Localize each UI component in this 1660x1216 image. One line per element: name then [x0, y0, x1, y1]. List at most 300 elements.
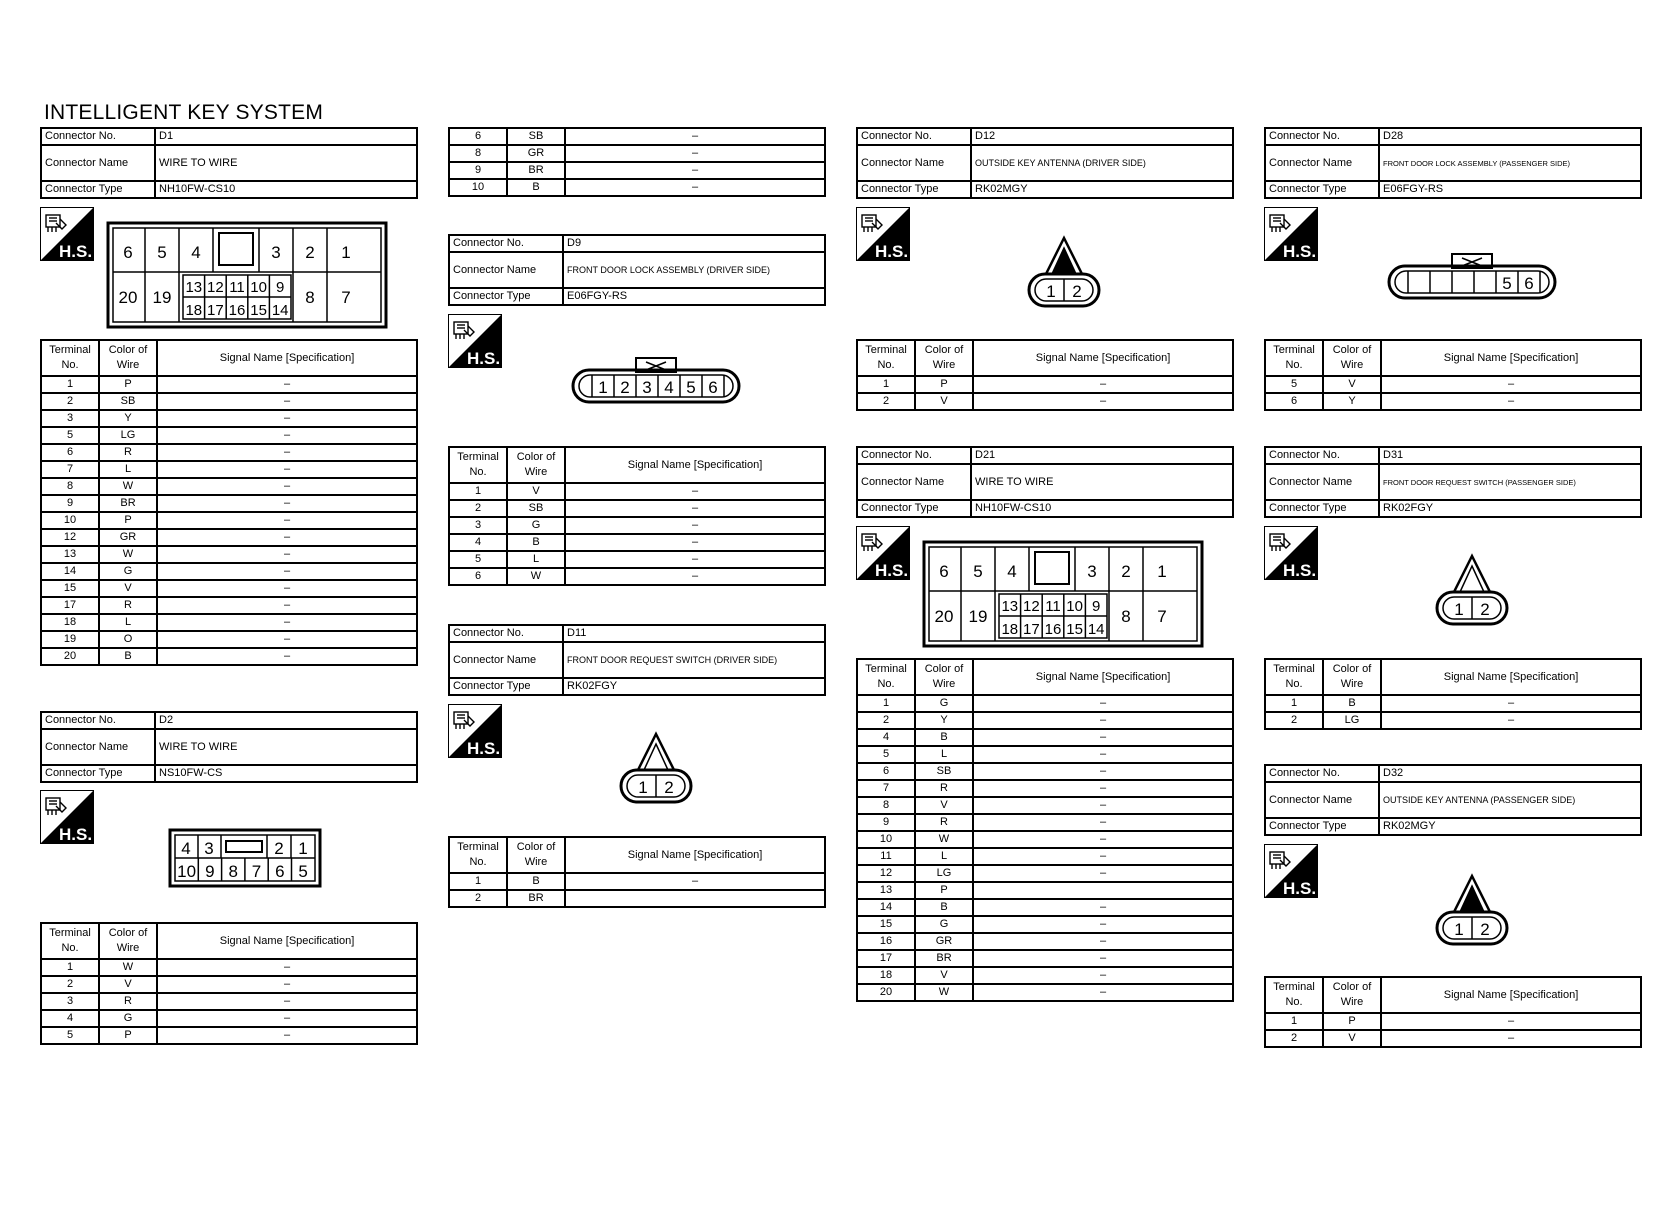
signal-name-cell: – — [973, 933, 1233, 950]
signal-name-cell: – — [973, 814, 1233, 831]
signal-name-header: Signal Name [Specification] — [1381, 340, 1641, 376]
hs-label: H.S. — [59, 242, 93, 261]
pin-number: 16 — [1044, 621, 1062, 638]
pin-number: 17 — [207, 302, 224, 319]
connector-d2-face-diagram — [168, 828, 328, 888]
wire-color-cell: V — [1323, 1030, 1381, 1047]
connector-d12-face-diagram — [1026, 234, 1102, 308]
pin-number: 6 — [939, 562, 949, 581]
signal-name-header: Signal Name [Specification] — [565, 837, 825, 873]
connector-d12-terminal-table — [856, 339, 1234, 411]
connector-name-value: FRONT DOOR LOCK ASSEMBLY (PASSENGER SIDE) — [1379, 145, 1641, 181]
table-row — [857, 763, 1233, 780]
signal-name-header: Signal Name [Specification] — [973, 340, 1233, 376]
connector-type-value: RK02FGY — [563, 678, 825, 695]
signal-name-cell: – — [1381, 393, 1641, 410]
connector-name-value: WIRE TO WIRE — [155, 729, 417, 765]
connector-no-value: D2 — [155, 712, 417, 729]
connector-type-value: NH10FW-CS10 — [971, 500, 1233, 517]
signal-name-cell: – — [157, 993, 417, 1010]
table-row — [857, 865, 1233, 882]
terminal-no-cell: 15 — [857, 916, 915, 933]
table-row — [41, 461, 417, 478]
pin-number: 9 — [205, 862, 215, 881]
signal-name-cell: – — [157, 444, 417, 461]
connector-name-label: Connector Name — [1265, 782, 1379, 818]
table-row — [41, 993, 417, 1010]
hs-label: H.S. — [875, 242, 909, 261]
wire-color-cell: BR — [915, 950, 973, 967]
wire-color-cell: R — [99, 597, 157, 614]
terminal-no-cell: 2 — [449, 890, 507, 907]
pin-number: 5 — [298, 862, 308, 881]
table-row — [449, 162, 825, 179]
pin-number: 7 — [1157, 607, 1167, 626]
table-row — [41, 444, 417, 461]
signal-name-cell: – — [157, 478, 417, 495]
connector-no-label: Connector No. — [449, 235, 563, 252]
pin-number: 8 — [228, 862, 238, 881]
signal-name-cell: – — [973, 393, 1233, 410]
table-row — [449, 551, 825, 568]
terminal-no-header: Terminal No. — [41, 340, 99, 376]
table-row — [857, 916, 1233, 933]
connector-type-label: Connector Type — [857, 500, 971, 517]
table-row — [41, 427, 417, 444]
wire-color-cell: SB — [507, 128, 565, 145]
connector-no-value: D28 — [1379, 128, 1641, 145]
hs-label: H.S. — [467, 739, 501, 758]
wire-color-cell: BR — [507, 162, 565, 179]
wire-color-cell: B — [915, 729, 973, 746]
wire-color-cell: BR — [99, 495, 157, 512]
connector-no-label: Connector No. — [449, 625, 563, 642]
harness-side-icon — [1264, 844, 1320, 900]
pin-number: 1 — [1046, 282, 1056, 301]
connector-no-value: D21 — [971, 447, 1233, 464]
connector-d11-terminal-table — [448, 836, 826, 908]
wire-color-cell: SB — [915, 763, 973, 780]
table-row — [857, 848, 1233, 865]
pin-number: 4 — [181, 839, 191, 858]
terminal-no-header: Terminal No. — [1265, 977, 1323, 1013]
pin-number: 11 — [229, 279, 245, 296]
terminal-no-cell: 1 — [1265, 695, 1323, 712]
connector-d21-terminal-table — [856, 658, 1234, 1002]
wire-color-cell: G — [99, 1010, 157, 1027]
terminal-no-cell: 19 — [41, 631, 99, 648]
pin-number: 9 — [276, 279, 285, 296]
signal-name-cell: – — [565, 534, 825, 551]
table-row — [857, 780, 1233, 797]
table-header-row — [857, 659, 1233, 695]
connector-d9-info — [448, 234, 826, 306]
pin-number: 13 — [1001, 598, 1019, 615]
signal-name-cell: – — [973, 916, 1233, 933]
table-row — [857, 814, 1233, 831]
signal-name-cell: – — [1381, 1013, 1641, 1030]
table-header-row — [1265, 340, 1641, 376]
signal-name-cell: – — [157, 376, 417, 393]
wire-color-cell: G — [915, 695, 973, 712]
signal-name-header: Signal Name [Specification] — [157, 923, 417, 959]
wire-color-cell: SB — [507, 500, 565, 517]
terminal-no-cell: 2 — [449, 500, 507, 517]
connector-type-value: RK02MGY — [1379, 818, 1641, 835]
table-row — [449, 500, 825, 517]
terminal-no-cell: 20 — [41, 648, 99, 665]
connector-d9-face-diagram — [570, 356, 744, 406]
pin-number: 3 — [642, 378, 652, 397]
terminal-no-cell: 8 — [857, 797, 915, 814]
wire-color-cell: GR — [507, 145, 565, 162]
wire-color-cell: B — [507, 534, 565, 551]
pin-number: 19 — [968, 607, 988, 626]
pin-number: 1 — [1454, 600, 1464, 619]
hs-label: H.S. — [875, 561, 909, 580]
signal-name-cell: – — [565, 179, 825, 196]
connector-d9-terminal-table — [448, 446, 826, 586]
connector-name-label: Connector Name — [41, 729, 155, 765]
connector-d11-info — [448, 624, 826, 696]
terminal-no-header: Terminal No. — [857, 659, 915, 695]
wire-color-cell: V — [1323, 376, 1381, 393]
wire-color-cell: R — [915, 814, 973, 831]
table-row — [41, 1027, 417, 1044]
terminal-no-cell: 14 — [41, 563, 99, 580]
connector-d28-info — [1264, 127, 1642, 199]
connector-type-value: E06FGY-RS — [563, 288, 825, 305]
signal-name-cell: – — [973, 950, 1233, 967]
connector-d1-terminal-table — [40, 339, 418, 666]
terminal-no-cell: 4 — [449, 534, 507, 551]
connector-name-value: FRONT DOOR REQUEST SWITCH (DRIVER SIDE) — [563, 642, 825, 678]
terminal-no-header: Terminal No. — [1265, 340, 1323, 376]
terminal-no-header: Terminal No. — [1265, 659, 1323, 695]
signal-name-header: Signal Name [Specification] — [565, 447, 825, 483]
connector-d32-face-diagram — [1434, 872, 1510, 946]
pin-number: 2 — [1072, 282, 1082, 301]
connector-d31-terminal-table — [1264, 658, 1642, 730]
terminal-no-cell: 1 — [41, 376, 99, 393]
terminal-no-cell: 3 — [41, 410, 99, 427]
wire-color-header: Color of Wire — [99, 923, 157, 959]
pin-number: 10 — [177, 862, 197, 881]
signal-name-cell: – — [1381, 695, 1641, 712]
signal-name-cell: – — [973, 712, 1233, 729]
connector-d32-info — [1264, 764, 1642, 836]
signal-name-cell: – — [565, 551, 825, 568]
wire-color-cell: V — [915, 393, 973, 410]
wire-color-cell: B — [507, 873, 565, 890]
terminal-no-cell: 17 — [857, 950, 915, 967]
wire-color-cell: BR — [507, 890, 565, 907]
table-row — [857, 376, 1233, 393]
wire-color-cell: W — [99, 478, 157, 495]
harness-side-icon — [40, 790, 96, 846]
table-header-row — [857, 340, 1233, 376]
signal-name-cell: – — [157, 976, 417, 993]
table-row — [857, 729, 1233, 746]
connector-no-value: D31 — [1379, 447, 1641, 464]
wire-color-cell: V — [915, 797, 973, 814]
table-row — [1265, 1013, 1641, 1030]
signal-name-cell: – — [973, 729, 1233, 746]
signal-name-cell: – — [973, 763, 1233, 780]
pin-number: 2 — [664, 778, 674, 797]
wire-color-cell: O — [99, 631, 157, 648]
wire-color-cell: W — [507, 568, 565, 585]
harness-side-icon — [856, 207, 912, 263]
pin-number: 4 — [191, 243, 201, 262]
terminal-no-header: Terminal No. — [449, 837, 507, 873]
signal-name-cell: – — [973, 695, 1233, 712]
wire-color-cell: Y — [99, 410, 157, 427]
table-row — [41, 393, 417, 410]
table-header-row — [41, 923, 417, 959]
wire-color-cell: B — [99, 648, 157, 665]
signal-name-cell: – — [973, 899, 1233, 916]
connector-type-label: Connector Type — [41, 181, 155, 198]
wire-color-cell: B — [915, 899, 973, 916]
pin-number: 1 — [598, 378, 608, 397]
table-row — [1265, 393, 1641, 410]
signal-name-cell: – — [157, 410, 417, 427]
signal-name-cell: – — [157, 1010, 417, 1027]
pin-number: 7 — [341, 288, 351, 307]
pin-number: 2 — [274, 839, 284, 858]
table-row — [41, 580, 417, 597]
connector-type-label: Connector Type — [449, 678, 563, 695]
connector-d32-terminal-table — [1264, 976, 1642, 1048]
terminal-no-cell: 1 — [857, 376, 915, 393]
pin-number: 4 — [1007, 562, 1017, 581]
harness-side-icon — [1264, 207, 1320, 263]
terminal-no-cell: 8 — [41, 478, 99, 495]
wire-color-cell: R — [99, 993, 157, 1010]
signal-name-cell: – — [157, 614, 417, 631]
terminal-no-cell: 7 — [41, 461, 99, 478]
signal-name-cell: – — [157, 631, 417, 648]
connector-name-label: Connector Name — [41, 145, 155, 181]
pin-number: 6 — [123, 243, 133, 262]
connector-type-label: Connector Type — [857, 181, 971, 198]
wire-color-cell: L — [99, 614, 157, 631]
signal-name-cell — [565, 890, 825, 907]
terminal-no-cell: 2 — [1265, 1030, 1323, 1047]
signal-name-cell: – — [157, 959, 417, 976]
signal-name-cell: – — [157, 495, 417, 512]
wire-color-cell: L — [507, 551, 565, 568]
signal-name-cell: – — [565, 483, 825, 500]
connector-d12-info — [856, 127, 1234, 199]
signal-name-cell: – — [565, 128, 825, 145]
connector-name-value: WIRE TO WIRE — [155, 145, 417, 181]
pin-number: 1 — [298, 839, 308, 858]
table-row — [857, 984, 1233, 1001]
terminal-no-cell: 1 — [449, 483, 507, 500]
wire-color-cell: V — [99, 580, 157, 597]
connector-name-value: WIRE TO WIRE — [971, 464, 1233, 500]
table-row — [857, 967, 1233, 984]
pin-number: 6 — [1524, 274, 1534, 293]
connector-name-label: Connector Name — [857, 145, 971, 181]
wire-color-cell: P — [99, 376, 157, 393]
pin-number: 6 — [275, 862, 285, 881]
signal-name-cell: – — [973, 746, 1233, 763]
table-row — [857, 393, 1233, 410]
table-row — [41, 546, 417, 563]
connector-type-value: RK02FGY — [1379, 500, 1641, 517]
hs-label: H.S. — [1283, 879, 1317, 898]
pin-number: 7 — [251, 862, 262, 881]
pin-number: 17 — [1023, 621, 1040, 638]
table-row — [857, 933, 1233, 950]
wire-color-header: Color of Wire — [1323, 340, 1381, 376]
connector-name-value: OUTSIDE KEY ANTENNA (PASSENGER SIDE) — [1379, 782, 1641, 818]
pin-number: 14 — [271, 302, 289, 319]
connector-name-label: Connector Name — [857, 464, 971, 500]
terminal-no-cell: 1 — [449, 873, 507, 890]
connector-d1-terminal-table-continued — [448, 127, 826, 197]
pin-number: 6 — [708, 378, 718, 397]
wire-color-cell: P — [99, 1027, 157, 1044]
terminal-no-cell: 18 — [41, 614, 99, 631]
table-row — [1265, 376, 1641, 393]
page-title: INTELLIGENT KEY SYSTEM — [44, 101, 324, 124]
terminal-no-cell: 5 — [857, 746, 915, 763]
wire-color-cell: P — [99, 512, 157, 529]
terminal-no-cell: 9 — [449, 162, 507, 179]
table-row — [41, 614, 417, 631]
wire-color-cell: B — [507, 179, 565, 196]
terminal-no-cell: 2 — [1265, 712, 1323, 729]
table-row — [449, 873, 825, 890]
signal-name-cell: – — [565, 517, 825, 534]
connector-no-label: Connector No. — [1265, 447, 1379, 464]
signal-name-cell: – — [973, 984, 1233, 1001]
terminal-no-cell: 18 — [857, 967, 915, 984]
signal-name-cell: – — [157, 563, 417, 580]
pin-number: 19 — [152, 288, 172, 307]
wire-color-cell: P — [915, 376, 973, 393]
terminal-no-cell: 1 — [857, 695, 915, 712]
signal-name-cell: – — [157, 597, 417, 614]
connector-no-label: Connector No. — [857, 128, 971, 145]
pin-number: 14 — [1087, 621, 1105, 638]
pin-number: 20 — [118, 288, 138, 307]
signal-name-cell: – — [973, 848, 1233, 865]
terminal-no-header: Terminal No. — [449, 447, 507, 483]
connector-d28-face-diagram — [1386, 252, 1560, 302]
terminal-no-cell: 10 — [449, 179, 507, 196]
hs-label: H.S. — [467, 349, 501, 368]
signal-name-cell: – — [973, 967, 1233, 984]
connector-no-label: Connector No. — [41, 128, 155, 145]
wire-color-header: Color of Wire — [1323, 659, 1381, 695]
table-row — [857, 712, 1233, 729]
terminal-no-cell: 4 — [857, 729, 915, 746]
wire-color-cell: L — [99, 461, 157, 478]
wire-color-cell: L — [915, 746, 973, 763]
terminal-no-cell: 6 — [1265, 393, 1323, 410]
signal-name-cell: – — [157, 546, 417, 563]
table-row — [1265, 1030, 1641, 1047]
wire-color-cell: V — [99, 976, 157, 993]
table-row — [41, 563, 417, 580]
table-row — [449, 890, 825, 907]
connector-type-value: NS10FW-CS — [155, 765, 417, 782]
table-row — [1265, 712, 1641, 729]
wire-color-cell: R — [915, 780, 973, 797]
terminal-no-cell: 1 — [41, 959, 99, 976]
terminal-no-header: Terminal No. — [857, 340, 915, 376]
pin-number: 5 — [1502, 274, 1512, 293]
table-row — [41, 597, 417, 614]
table-row — [857, 746, 1233, 763]
wire-color-header: Color of Wire — [915, 340, 973, 376]
table-row — [449, 568, 825, 585]
wire-color-cell: W — [99, 959, 157, 976]
signal-name-cell — [973, 882, 1233, 899]
table-row — [857, 899, 1233, 916]
terminal-no-header: Terminal No. — [41, 923, 99, 959]
terminal-no-cell: 10 — [857, 831, 915, 848]
connector-d2-terminal-table — [40, 922, 418, 1045]
wire-color-header: Color of Wire — [507, 837, 565, 873]
connector-type-value: E06FGY-RS — [1379, 181, 1641, 198]
terminal-no-cell: 2 — [857, 393, 915, 410]
connector-name-value: OUTSIDE KEY ANTENNA (DRIVER SIDE) — [971, 145, 1233, 181]
pin-number: 18 — [1001, 621, 1019, 638]
connector-type-label: Connector Type — [1265, 181, 1379, 198]
connector-type-label: Connector Type — [449, 288, 563, 305]
harness-side-icon — [448, 314, 504, 370]
signal-name-cell: – — [973, 376, 1233, 393]
terminal-no-cell: 8 — [449, 145, 507, 162]
terminal-no-cell: 15 — [41, 580, 99, 597]
signal-name-cell: – — [973, 865, 1233, 882]
table-row — [449, 179, 825, 196]
wire-color-cell: Y — [915, 712, 973, 729]
signal-name-cell: – — [973, 797, 1233, 814]
wire-color-cell: W — [915, 984, 973, 1001]
pin-number: 1 — [341, 243, 351, 262]
hs-label: H.S. — [1283, 242, 1317, 261]
terminal-no-cell: 9 — [41, 495, 99, 512]
connector-no-value: D12 — [971, 128, 1233, 145]
wire-color-cell: GR — [915, 933, 973, 950]
pin-number: 4 — [664, 378, 674, 397]
connector-no-value: D11 — [563, 625, 825, 642]
wire-color-header: Color of Wire — [99, 340, 157, 376]
signal-name-cell: – — [565, 568, 825, 585]
table-row — [41, 410, 417, 427]
wire-color-cell: V — [507, 483, 565, 500]
connector-no-value: D32 — [1379, 765, 1641, 782]
connector-no-label: Connector No. — [1265, 128, 1379, 145]
pin-number: 5 — [157, 243, 167, 262]
wire-color-header: Color of Wire — [507, 447, 565, 483]
signal-name-cell: – — [565, 873, 825, 890]
signal-name-cell: – — [1381, 376, 1641, 393]
pin-number: 8 — [305, 288, 315, 307]
terminal-no-cell: 6 — [857, 763, 915, 780]
signal-name-cell: – — [565, 145, 825, 162]
pin-number: 16 — [228, 302, 246, 319]
connector-name-label: Connector Name — [449, 252, 563, 288]
terminal-no-cell: 3 — [41, 993, 99, 1010]
